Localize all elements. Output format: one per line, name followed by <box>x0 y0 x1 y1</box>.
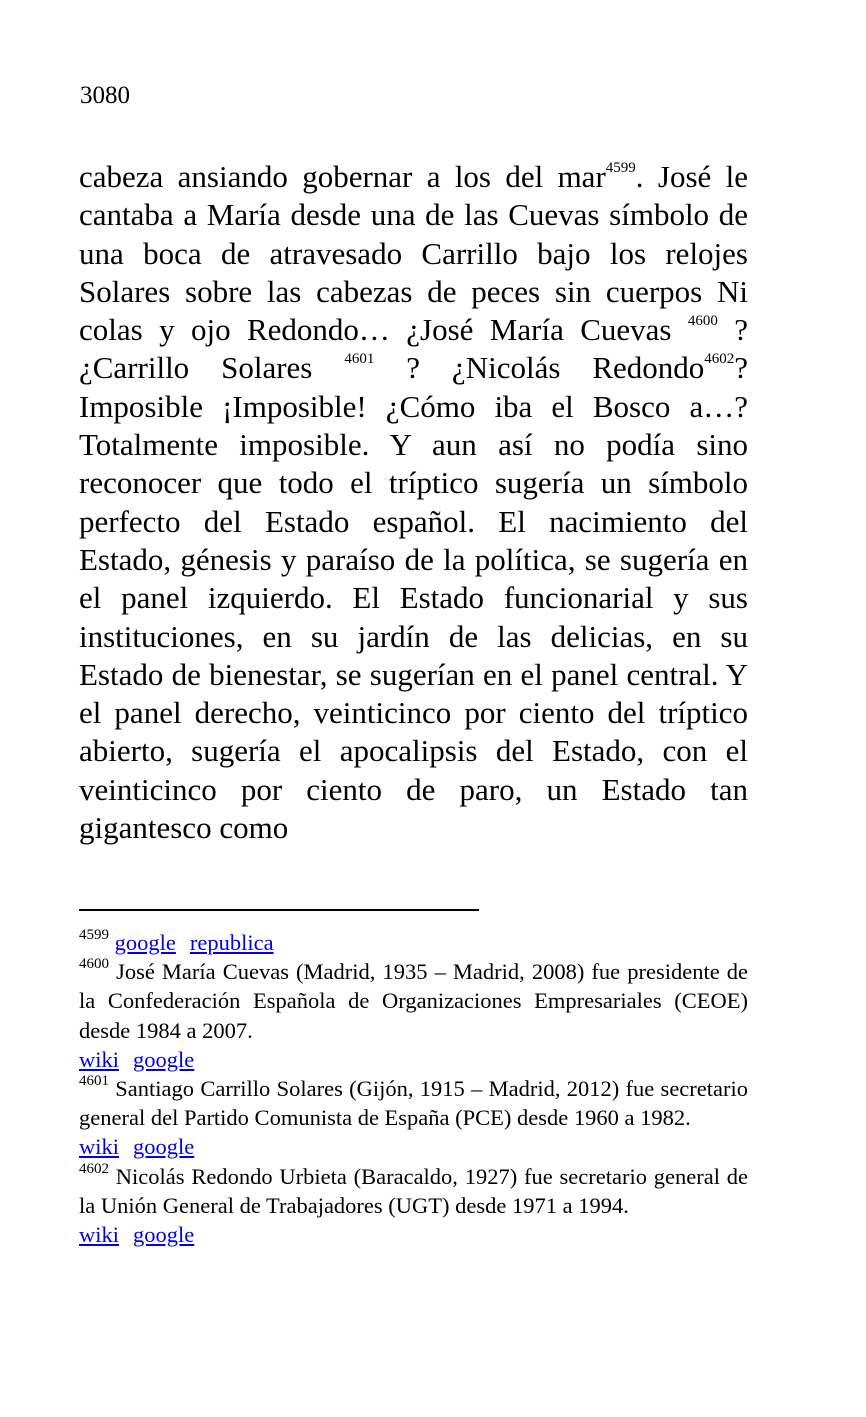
footnote-link-google[interactable]: google <box>114 930 176 955</box>
footnote-4601 <box>79 1074 748 1162</box>
footnotes <box>79 928 748 1249</box>
body-text: cabeza ansiando gobernar a los del mar <box>79 159 606 194</box>
footnote-link-republica[interactable]: republica <box>189 930 274 955</box>
footnote-link-google[interactable]: google <box>133 1134 195 1160</box>
footnote-text: José María Cuevas (Madrid, 1935 – Madrid, 2008) fue presidente de la Confederación Española de Organizaciones Empresariales (CEOE) desde 1984 a 2007. <box>79 959 749 1043</box>
footnote-ref-4601: 4601 <box>344 351 375 368</box>
footnote-number: 4600 <box>79 956 109 973</box>
footnote-link-google[interactable]: google <box>133 1046 195 1072</box>
footnote-separator <box>79 909 479 911</box>
footnote-text: Santiago Carrillo Solares (Gijón, 1915 – Madrid, 2012) fue secretario general del Partido Comunista de España (PCE) desde 1960 a 1982. <box>79 1076 748 1131</box>
body-paragraph <box>79 158 748 847</box>
footnote-link-google[interactable]: google <box>133 1222 195 1248</box>
footnote-text: Nicolás Redondo Urbieta (Baracaldo, 1927) fue secretario general de la Unión General de Trabajadores (UGT) desde 1971 a 1994. <box>79 1163 749 1218</box>
footnote-ref-4602: 4602 <box>704 351 735 368</box>
footnote-4602 <box>79 1162 748 1250</box>
footnote-link-wiki[interactable]: wiki <box>79 1046 120 1072</box>
footnote-number: 4602 <box>79 1160 109 1177</box>
page-number: 3080 <box>80 82 130 109</box>
body-text: ? ¿Nicolás Redondo <box>406 350 705 386</box>
footnote-number: 4601 <box>79 1073 109 1090</box>
footnote-number: 4599 <box>79 927 109 943</box>
footnote-link-wiki[interactable]: wiki <box>79 1134 120 1160</box>
footnote-ref-4599: 4599 <box>605 160 636 176</box>
footnote-link-wiki[interactable]: wiki <box>79 1222 120 1248</box>
body-text: ? ¿Carrillo Solares <box>79 312 749 386</box>
footnote-4600 <box>79 957 748 1074</box>
body-text: . José le cantaba a María desde una de las Cuevas símbolo de una boca de atravesado Carrillo bajo los relojes Solares sobre las cabezas de peces sin cuerpos Ni colas y ojo Redondo… ¿José María Cuevas <box>79 159 748 348</box>
body-text: ? Imposible ¡Imposible! ¿Cómo iba el Bosco a…? Totalmente imposible. Y aun así no podía sino reconocer que todo el tríptico sugería un símbolo perfecto del Estado español. El nacimiento del Estado, génesis y paraíso de la política, se sugería en el panel izquierdo. El Estado funcionarial y sus instituciones, en su jardín de las delicias, en su Estado de bienestar, se sugerían en el panel central. Y el panel derecho, veinticinco por ciento del tríptico abierto, sugería el apocalipsis del Estado, con el veinticinco por ciento de paro, un Estado tan gigantesco como <box>79 350 749 846</box>
footnote-4599 <box>79 928 748 957</box>
footnote-ref-4600: 4600 <box>687 313 718 330</box>
